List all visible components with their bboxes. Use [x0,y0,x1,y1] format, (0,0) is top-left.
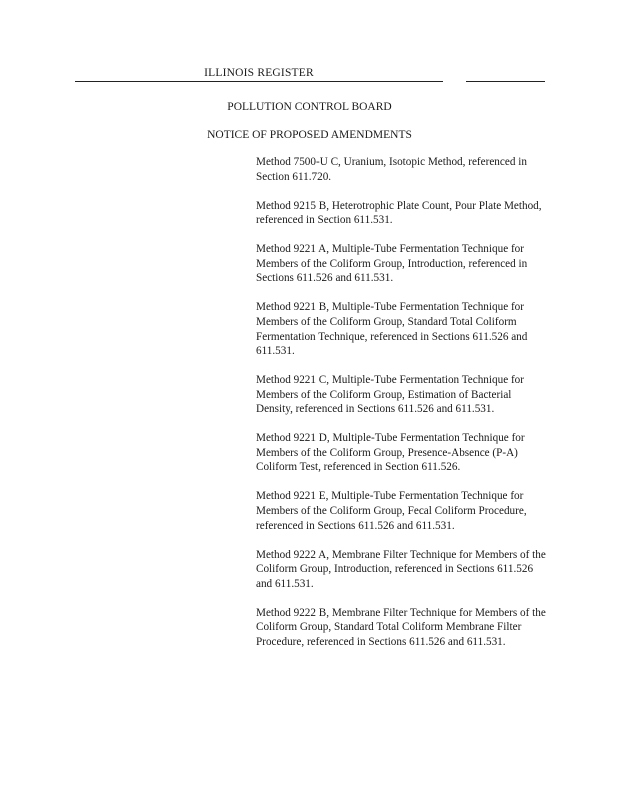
method-entry: Method 9221 E, Multiple-Tube Fermentation Technique for Members of the Coliform Group, Fecal Coliform Procedure, referenced in Sections 611.526 and 611.531. [256,490,527,532]
method-entry: Method 9222 B, Membrane Filter Technique for Members of the Coliform Group, Standard Total Coliform Membrane Filter Procedure, referenced in Sections 611.526 and 611.531. [256,606,546,648]
method-list [256,155,548,664]
board-title: POLLUTION CONTROL BOARD [227,101,392,113]
method-entry: Method 9222 A, Membrane Filter Technique for Members of the Coliform Group, Introduction, referenced in Sections 611.526 and 611.531. [256,548,546,590]
register-title: ILLINOIS REGISTER [204,67,314,79]
header-rule-right [466,81,545,82]
method-entry: Method 9221 C, Multiple-Tube Fermentation Technique for Members of the Coliform Group, Estimation of Bacterial Density, referenced in Sections 611.526 and 611.531. [256,374,524,416]
notice-title: NOTICE OF PROPOSED AMENDMENTS [207,129,412,141]
method-entry: Method 9221 D, Multiple-Tube Fermentation Technique for Members of the Coliform Group, Presence-Absence (P-A) Coliform Test, referenced in Section 611.526. [256,432,525,474]
method-entry: Method 9221 B, Multiple-Tube Fermentation Technique for Members of the Coliform Group, Standard Total Coliform Fermentation Technique, referenced in Sections 611.526 and 611.531. [256,301,528,358]
method-entry: Method 7500-U C, Uranium, Isotopic Method, referenced in Section 611.720. [256,156,527,183]
header-rule-left [75,81,443,82]
method-entry: Method 9221 A, Multiple-Tube Fermentation Technique for Members of the Coliform Group, Introduction, referenced in Sections 611.526 and 611.531. [256,243,528,285]
method-entry: Method 9215 B, Heterotrophic Plate Count, Pour Plate Method, referenced in Section 611.531. [256,199,542,227]
